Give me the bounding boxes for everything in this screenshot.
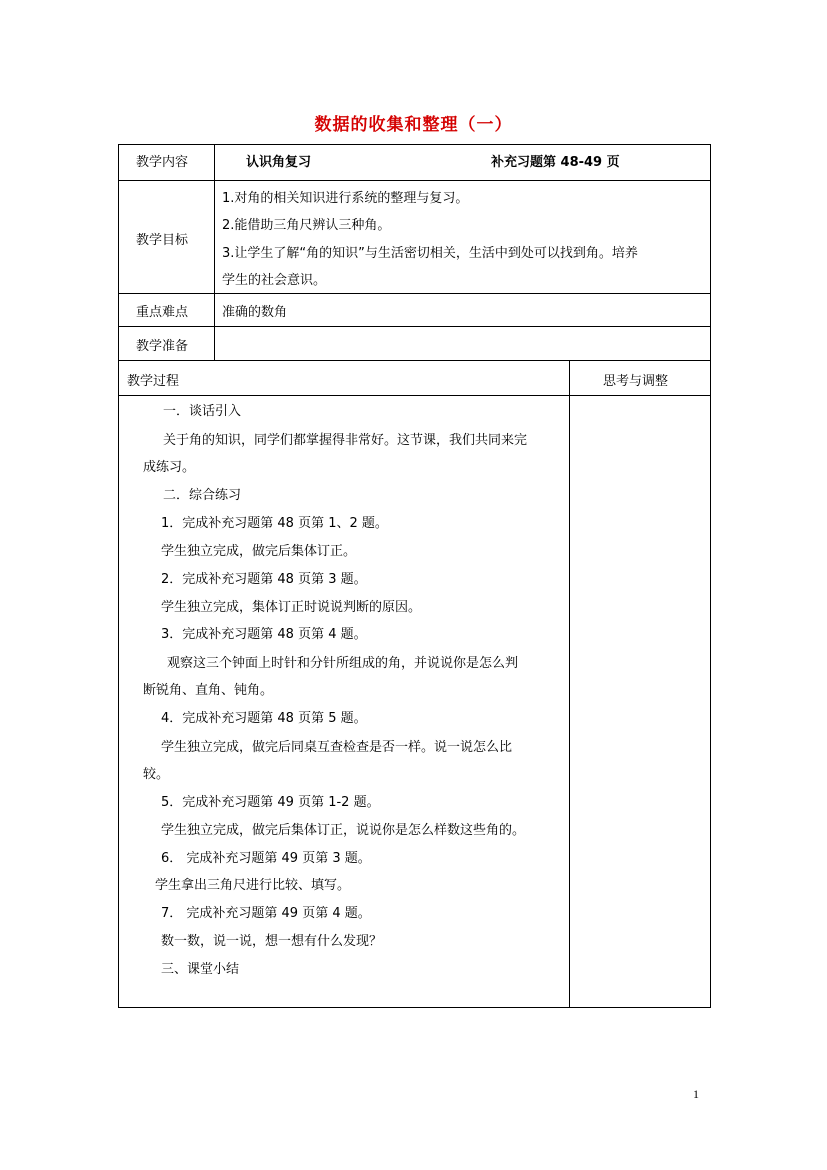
process-line: 学生独立完成，做完后同桌互查检查是否一样。说一说怎么比 xyxy=(161,740,513,755)
document-title: 数据的收集和整理（一） xyxy=(314,115,513,135)
content-pages: 补充习题第 48-49 页 xyxy=(491,155,620,170)
row-divider xyxy=(118,326,711,327)
row-divider xyxy=(118,360,711,361)
goal-line: 1.对角的相关知识进行系统的整理与复习。 xyxy=(222,191,469,206)
page-number: 1 xyxy=(693,1087,699,1101)
process-line: 6． 完成补充习题第 49 页第 3 题。 xyxy=(161,851,371,866)
prep-label: 教学准备 xyxy=(136,339,189,354)
process-line: 较。 xyxy=(143,767,170,782)
row-divider xyxy=(118,395,711,396)
process-line: 一．谈话引入 xyxy=(163,404,242,419)
process-line: 1．完成补充习题第 48 页第 1、2 题。 xyxy=(161,516,388,531)
keypoint-text: 准确的数角 xyxy=(222,305,288,320)
process-line: 关于角的知识，同学们都掌握得非常好。这节课，我们共同来完 xyxy=(163,433,528,448)
goal-line: 学生的社会意识。 xyxy=(222,273,327,288)
keypoint-label: 重点难点 xyxy=(136,305,189,320)
row-divider xyxy=(118,293,711,294)
label-column-divider xyxy=(214,144,215,360)
process-line: 7． 完成补充习题第 49 页第 4 题。 xyxy=(161,906,371,921)
process-label: 教学过程 xyxy=(127,374,180,389)
process-line: 数一数，说一说，想一想有什么发现？ xyxy=(161,934,383,949)
process-line: 3．完成补充习题第 48 页第 4 题。 xyxy=(161,627,367,642)
reflect-label: 思考与调整 xyxy=(603,374,669,389)
goal-line: 2.能借助三角尺辨认三种角。 xyxy=(222,218,391,233)
content-topic: 认识角复习 xyxy=(246,155,312,170)
process-line: 断锐角、直角、钝角。 xyxy=(143,683,274,698)
process-line: 5．完成补充习题第 49 页第 1-2 题。 xyxy=(161,795,380,810)
process-line: 学生独立完成，做完后集体订正，说说你是怎么样数这些角的。 xyxy=(161,823,526,838)
reflect-column-divider xyxy=(569,360,570,1008)
process-line: 观察这三个钟面上时针和分针所组成的角，并说说你是怎么判 xyxy=(167,656,519,671)
process-line: 学生独立完成，做完后集体订正。 xyxy=(161,544,357,559)
goal-line: 3.让学生了解“角的知识”与生活密切相关，生活中到处可以找到角。培养 xyxy=(222,246,638,261)
content-label: 教学内容 xyxy=(136,155,189,170)
process-line: 成练习。 xyxy=(143,460,196,475)
process-line: 2．完成补充习题第 48 页第 3 题。 xyxy=(161,572,367,587)
process-line: 4．完成补充习题第 48 页第 5 题。 xyxy=(161,711,367,726)
process-line: 学生拿出三角尺进行比较、填写。 xyxy=(155,878,351,893)
process-line: 三、课堂小结 xyxy=(161,962,240,977)
process-line: 二．综合练习 xyxy=(163,488,242,503)
process-line: 学生独立完成，集体订正时说说判断的原因。 xyxy=(161,600,422,615)
goals-label: 教学目标 xyxy=(136,233,189,248)
row-divider xyxy=(118,180,711,181)
